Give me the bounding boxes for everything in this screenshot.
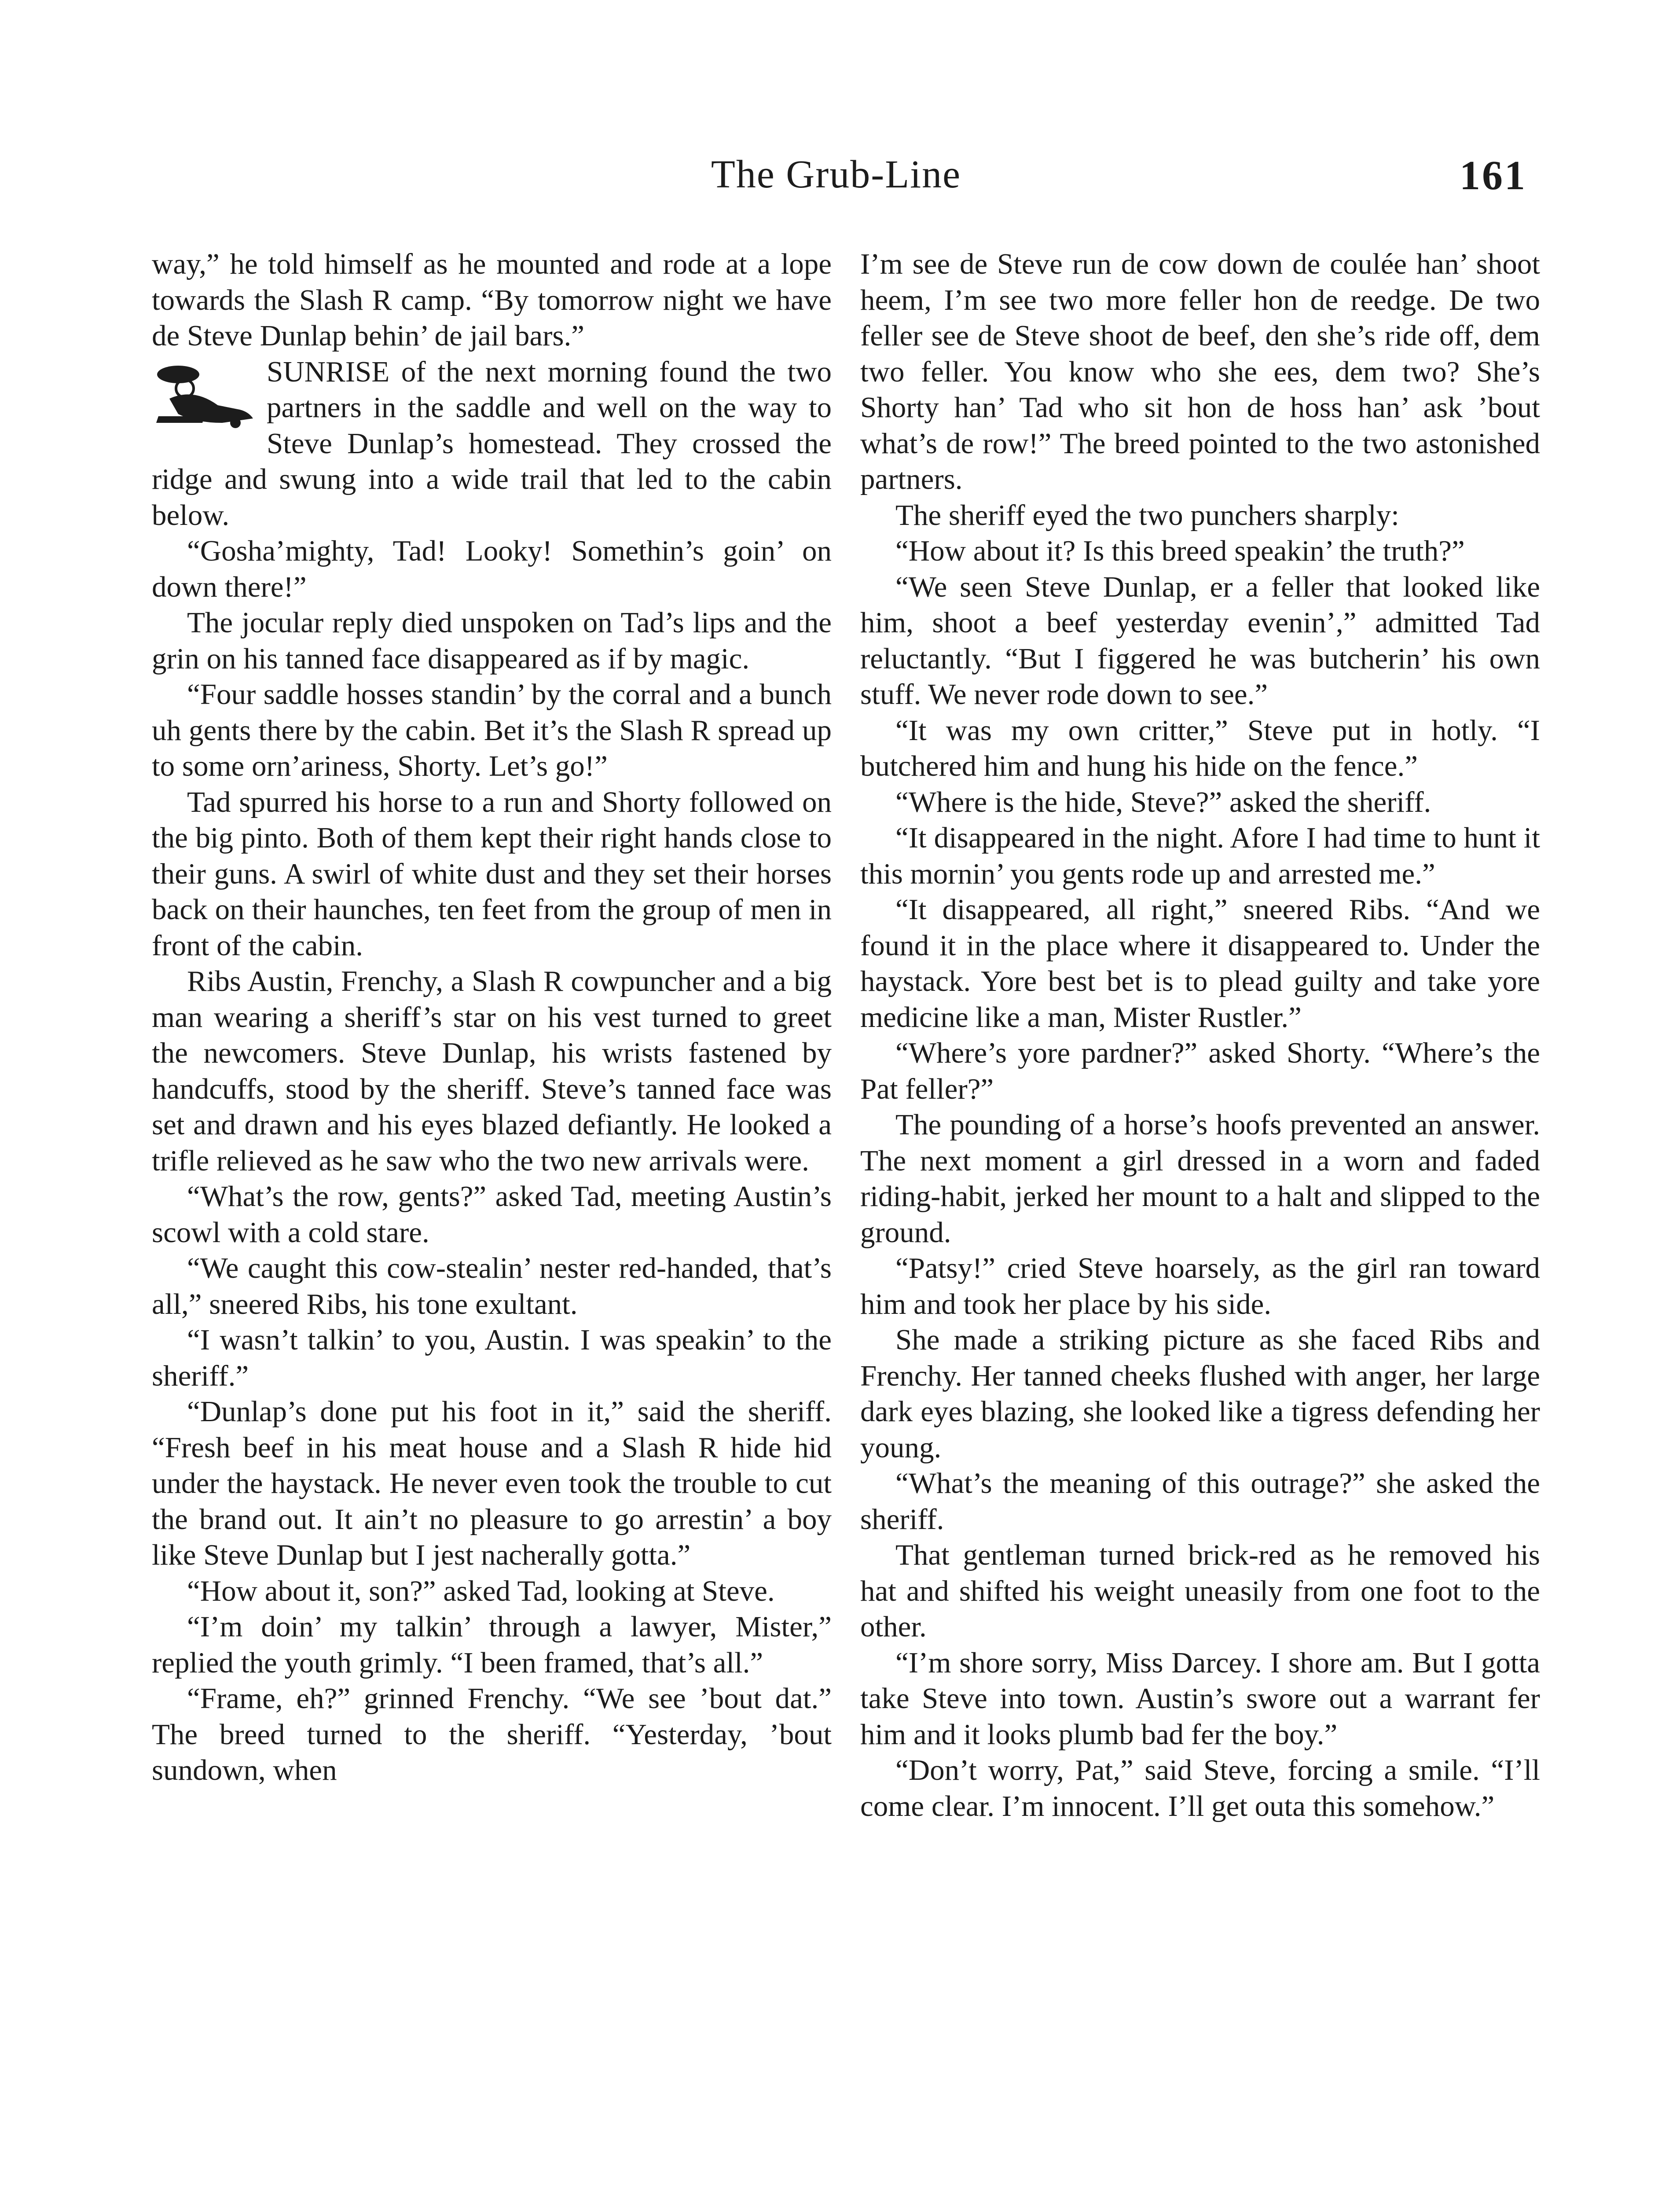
page-header bbox=[145, 152, 1527, 218]
right-column bbox=[860, 246, 1540, 1824]
paragraph: The jocular reply died unspoken on Tad’s lips and the grin on his tanned face disappeared as if by magic. bbox=[152, 606, 832, 675]
paragraph: “It was my own critter,” Steve put in hotly. “I butchered him and hung his hide on the fence.” bbox=[860, 714, 1540, 782]
paragraph: Tad spurred his horse to a run and Shorty followed on the big pinto. Both of them kept their right hands close to their guns. A swirl of white dust and they set their horses back on their haunches, ten feet from the group of men in front of the cabin. bbox=[152, 785, 832, 962]
paragraph: “Gosha’mighty, Tad! Looky! Somethin’s goin’ on down there!” bbox=[152, 535, 832, 603]
paragraph: “It disappeared in the night. Afore I had time to hunt it this mornin’ you gents rode up and arrested me.” bbox=[860, 821, 1540, 890]
paragraph: The sheriff eyed the two punchers sharply: bbox=[895, 499, 1399, 532]
paragraph: Ribs Austin, Frenchy, a Slash R cowpuncher and a big man wearing a sheriff’s star on his vest turned to greet the newcomers. Steve Dunlap, his wrists fastened by handcuffs, stood by the sheriff. Steve’s tanned face was set and drawn and his eyes blazed defiantly. He looked a trifle relieved as he saw who the two new arrivals were. bbox=[152, 965, 832, 1177]
paragraph: “Don’t worry, Pat,” said Steve, forcing a smile. “I’ll come clear. I’m innocent. I’ll get outa this somehow.” bbox=[860, 1754, 1540, 1822]
paragraph: “I’m doin’ my talkin’ through a lawyer, Mister,” replied the youth grimly. “I been framed, that’s all.” bbox=[152, 1610, 832, 1679]
paragraph: “Where’s yore pardner?” asked Shorty. “Where’s the Pat feller?” bbox=[860, 1037, 1540, 1105]
running-head: The Grub-Line bbox=[711, 153, 961, 196]
paragraph: way,” he told himself as he mounted and rode at a lope towards the Slash R camp. “By tomorrow night we have de Steve Dunlap behin’ de jail bars.” bbox=[152, 248, 832, 352]
paragraph: SUNRISE of the next morning found the two partners in the saddle and well on the way to Steve Dunlap’s homestead. They crossed the ridge and swung into a wide trail that led to the cabin below. bbox=[152, 355, 832, 532]
cowboy-ornament-icon bbox=[152, 357, 260, 432]
paragraph: “I wasn’t talkin’ to you, Austin. I was speakin’ to the sheriff.” bbox=[152, 1324, 832, 1392]
paragraph: She made a striking picture as she faced Ribs and Frenchy. Her tanned cheeks flushed with anger, her large dark eyes blazing, she looked like a tigress defending her young. bbox=[860, 1324, 1540, 1464]
paragraph: “Patsy!” cried Steve hoarsely, as the girl ran toward him and took her place by his side. bbox=[860, 1252, 1540, 1320]
paragraph: “Four saddle hosses standin’ by the corral and a bunch uh gents there by the cabin. Bet it’s the Slash R spread up to some orn’ariness, Shorty. Let’s go!” bbox=[152, 678, 832, 782]
paragraph: “I’m shore sorry, Miss Darcey. I shore am. But I gotta take Steve into town. Austin’s swore out a warrant fer him and it looks plumb bad fer the boy.” bbox=[860, 1646, 1540, 1751]
paragraph: “We caught this cow-stealin’ nester red-handed, that’s all,” sneered Ribs, his tone exultant. bbox=[152, 1252, 832, 1320]
paragraph: “What’s the row, gents?” asked Tad, meeting Austin’s scowl with a cold stare. bbox=[152, 1180, 832, 1249]
paragraph: That gentleman turned brick-red as he removed his hat and shifted his weight uneasily from one foot to the other. bbox=[860, 1539, 1540, 1643]
paragraph: “What’s the meaning of this outrage?” she asked the sheriff. bbox=[860, 1467, 1540, 1536]
paragraph: “Where is the hide, Steve?” asked the sheriff. bbox=[895, 785, 1431, 818]
paragraph: The pounding of a horse’s hoofs prevented an answer. The next moment a girl dressed in a worn and faded riding-habit, jerked her mount to a halt and slipped to the ground. bbox=[860, 1108, 1540, 1249]
paragraph: I’m see de Steve run de cow down de coulée han’ shoot heem, I’m see two more feller hon de reedge. De two feller see de Steve shoot de beef, den she’s ride off, dem two feller. You know who she ees, dem two? She’s Shorty han’ Tad who sit hon de hoss han’ ask ’bout what’s de row!” The breed pointed to the two astonished partners. bbox=[860, 248, 1540, 495]
paragraph: “How about it? Is this breed speakin’ the truth?” bbox=[895, 535, 1465, 567]
page-number: 161 bbox=[1460, 153, 1527, 198]
paragraph: “Frame, eh?” grinned Frenchy. “We see ’bout dat.” The breed turned to the sheriff. “Yesterday, ’bout sundown, when bbox=[152, 1682, 832, 1786]
left-column bbox=[152, 246, 832, 1789]
paragraph: “We seen Steve Dunlap, er a feller that looked like him, shoot a beef yesterday evenin’,” admitted Tad reluctantly. “But I figgered he was butcherin’ his own stuff. We never rode down to see.” bbox=[860, 570, 1540, 711]
paragraph: “Dunlap’s done put his foot in it,” said the sheriff. “Fresh beef in his meat house and a Slash R hide hid under the haystack. He never even took the trouble to cut the brand out. It ain’t no pleasure to go arrestin’ a boy like Steve Dunlap but I jest nacherally gotta.” bbox=[152, 1395, 832, 1571]
paragraph: “How about it, son?” asked Tad, looking at Steve. bbox=[187, 1574, 775, 1607]
section-break bbox=[152, 354, 832, 534]
paragraph: “It disappeared, all right,” sneered Ribs. “And we found it in the place where it disappeared to. Under the haystack. Yore best bet is to plead guilty and take yore medicine like a man, Mister Rustler.” bbox=[860, 893, 1540, 1034]
